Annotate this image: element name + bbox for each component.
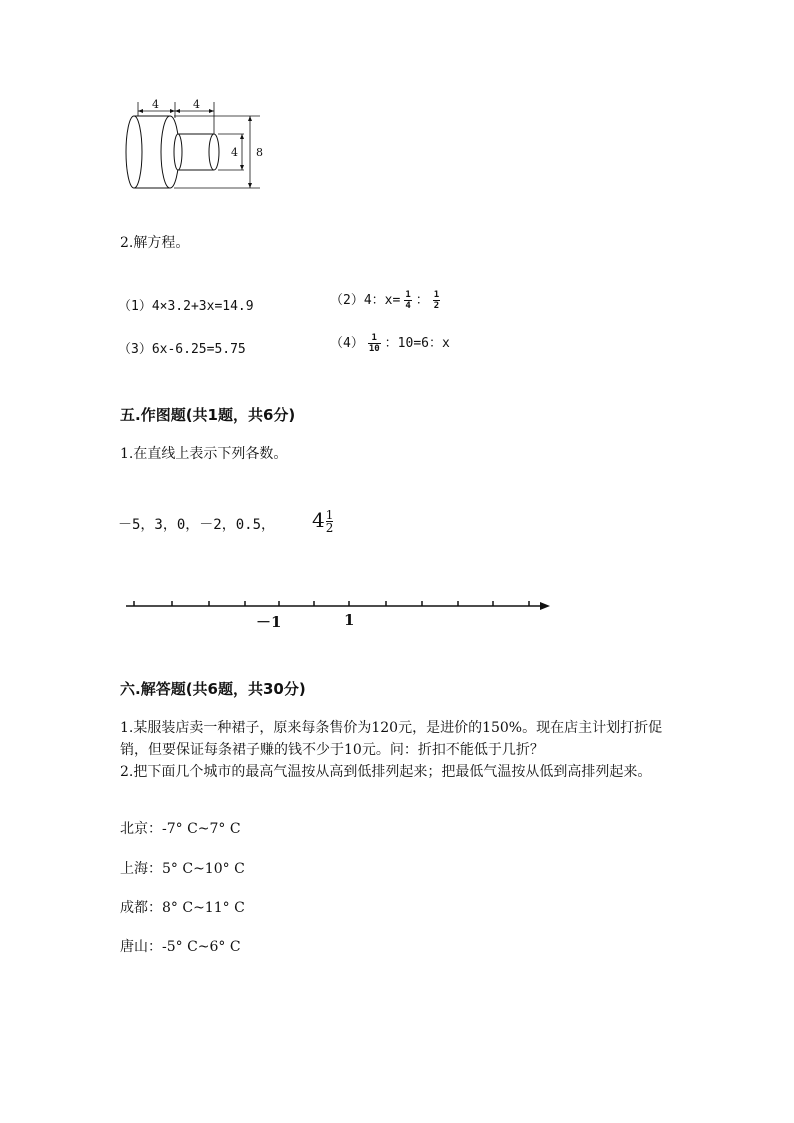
number-line-label-neg1: －1 [256,613,282,631]
question-2-title: 2.解方程。 [120,235,190,251]
section-6-heading: 六.解答题(共6题，共30分) [120,680,306,698]
number-line-label-1: 1 [344,611,355,629]
equation-4 [330,332,450,354]
equation-4-prefix: （4） [330,336,364,351]
equation-2 [330,289,444,311]
dim-right-width: 4 [193,98,200,111]
equation-4-suffix: ：10=6：x [384,336,450,351]
equation-3: （3）6x-6.25=5.75 [118,342,246,357]
equation-2-ratio: ： [415,293,429,308]
fraction-one-half: $\frac{1}{2}$ [433,290,440,311]
dim-outer-height: 8 [256,146,263,159]
fraction-one-tenth: $\frac{1}{10}$ [368,333,380,354]
city-beijing: 北京：-7° C~7° C [120,821,241,837]
city-tangshan: 唐山：-5° C~6° C [120,939,241,955]
dim-left-width: 4 [152,98,159,111]
section-6-question-1: 1.某服装店卖一种裙子，原来每条售价为120元，是进价的150%。现在店主计划打折促销，但要保证每条裙子赚的钱不少于10元。问：折扣不能低于几折？ [120,720,663,758]
city-shanghai: 上海：5° C~10° C [120,861,245,877]
number-line [120,596,560,616]
number-list: －5，3，0，－2，0.5， [118,517,276,533]
equation-1: （1）4×3.2+3x=14.9 [118,299,254,314]
section-6-question-2: 2.把下面几个城市的最高气温按从高到低排列起来；把最低气温按从低到高排列起来。 [120,764,652,780]
section-5-heading: 五.作图题(共1题，共6分) [120,406,296,424]
equation-2-prefix: （2）4：x= [330,293,401,308]
fraction-one-quarter: $\frac{1}{4}$ [405,290,411,311]
dim-inner-height: 4 [231,146,238,159]
city-chengdu: 成都：8° C~11° C [120,900,245,916]
section-5-question-1: 1.在直线上表示下列各数。 [120,446,288,462]
mixed-number: 4 $\frac{1}{2}$ [312,508,334,535]
